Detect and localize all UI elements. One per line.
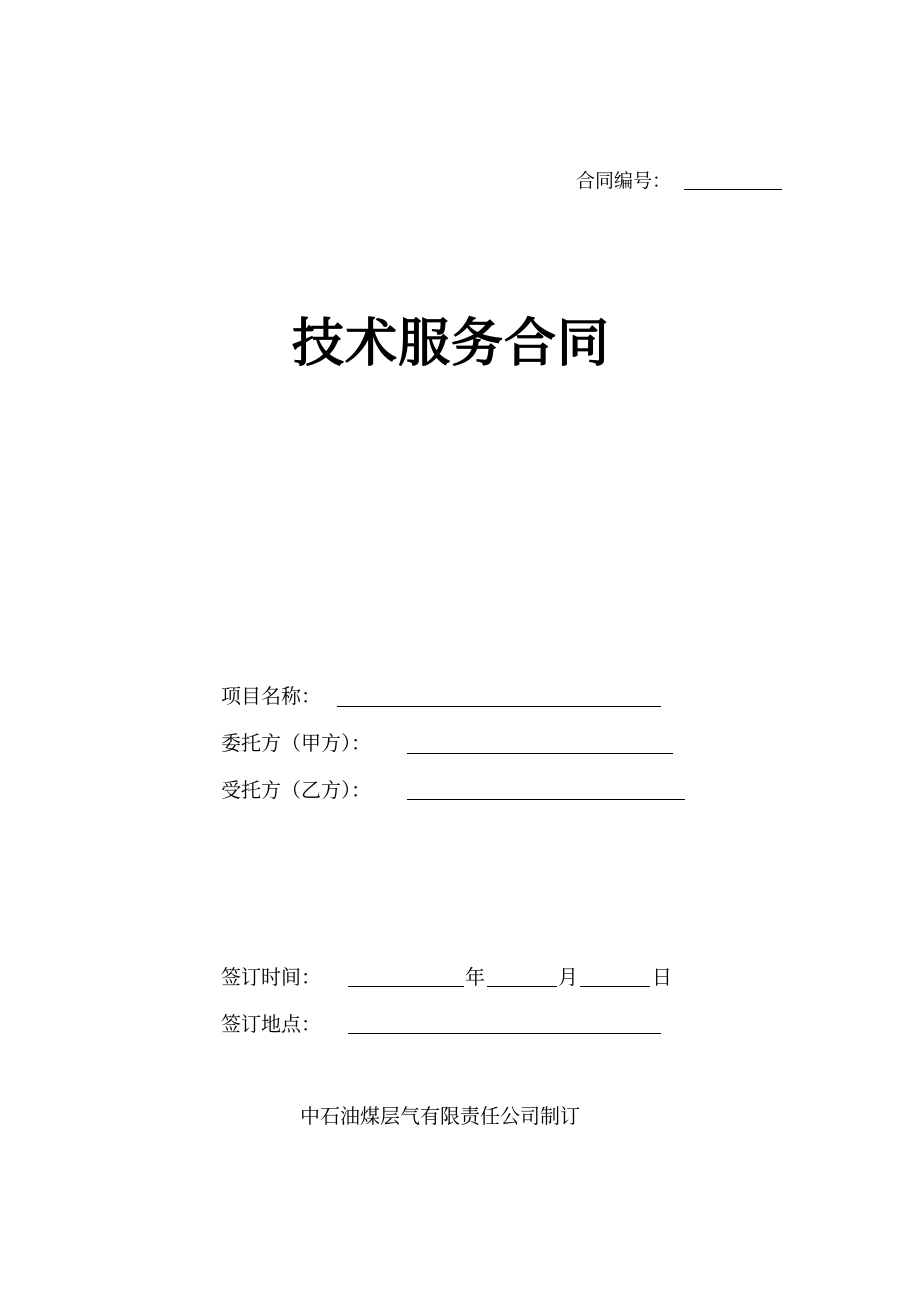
contract-number-label: 合同编号： bbox=[576, 170, 672, 192]
contractor-party-label: 受托方（乙方）： bbox=[221, 778, 371, 802]
signing-date-label: 签订时间： bbox=[221, 965, 321, 989]
contract-number-blank[interactable] bbox=[684, 189, 782, 190]
signing-year-blank[interactable] bbox=[348, 986, 464, 987]
day-unit: 日 bbox=[652, 965, 672, 989]
month-unit: 月 bbox=[558, 965, 578, 989]
project-name-label: 项目名称： bbox=[221, 684, 321, 708]
client-party-blank[interactable] bbox=[407, 753, 673, 754]
project-name-blank[interactable] bbox=[337, 706, 661, 707]
issuer-footer: 中石油煤层气有限责任公司制订 bbox=[300, 1104, 580, 1128]
signing-day-blank[interactable] bbox=[580, 986, 650, 987]
contractor-party-blank[interactable] bbox=[407, 799, 685, 800]
signing-place-blank[interactable] bbox=[348, 1033, 661, 1034]
year-unit: 年 bbox=[465, 965, 485, 989]
signing-month-blank[interactable] bbox=[487, 986, 557, 987]
document-title: 技术服务合同 bbox=[292, 313, 611, 374]
signing-place-label: 签订地点： bbox=[221, 1012, 321, 1036]
client-party-label: 委托方（甲方）： bbox=[221, 731, 371, 755]
